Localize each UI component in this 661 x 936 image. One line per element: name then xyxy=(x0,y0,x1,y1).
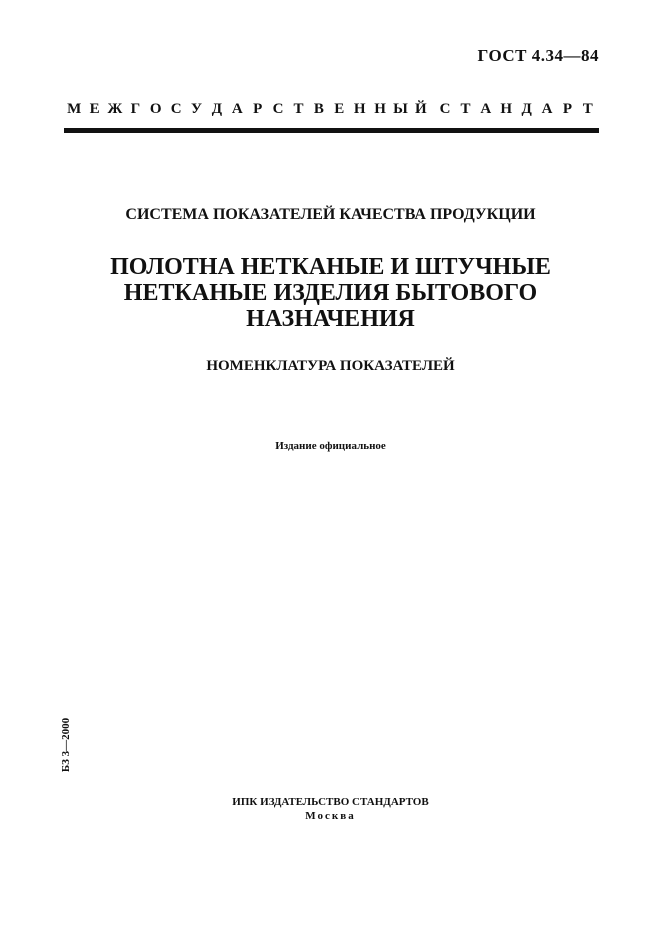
heading-letter: В xyxy=(313,101,324,117)
heading-letter: Т xyxy=(460,101,471,117)
heading-letter: Н xyxy=(374,101,386,117)
heading-letter: А xyxy=(231,101,243,117)
heading-letter: Д xyxy=(521,101,532,117)
heading-letter: Й xyxy=(415,101,427,117)
heading-letter: Е xyxy=(89,101,100,117)
heading-letter: Н xyxy=(353,101,366,117)
heading-letter: Р xyxy=(253,101,263,117)
heading-letter: А xyxy=(480,101,492,117)
system-title: СИСТЕМА ПОКАЗАТЕЛЕЙ КАЧЕСТВА ПРОДУКЦИИ xyxy=(125,206,536,223)
heading-letter: Р xyxy=(562,101,572,117)
heading-letter: С xyxy=(439,101,451,117)
heading-letter: С xyxy=(170,101,182,117)
heading-letter: Е xyxy=(334,101,345,117)
heading-letter: Г xyxy=(130,101,141,117)
heading-letter: А xyxy=(541,101,553,117)
heading-letter: Д xyxy=(211,101,223,117)
gost-number: ГОСТ 4.34—84 xyxy=(477,46,599,65)
header-rule xyxy=(64,128,599,133)
heading-letter: О xyxy=(149,101,162,117)
heading-letter: С xyxy=(272,101,284,117)
title-line: ПОЛОТНА НЕТКАНЫЕ И ШТУЧНЫЕ xyxy=(110,254,551,280)
publisher-city: Москва xyxy=(305,810,356,822)
heading-letter: Т xyxy=(582,101,593,117)
publisher-name: ИПК ИЗДАТЕЛЬСТВО СТАНДАРТОВ xyxy=(232,796,429,808)
title-line: НЕТКАНЫЕ ИЗДЕЛИЯ БЫТОВОГО xyxy=(123,280,538,306)
heading-letter: Т xyxy=(293,101,304,117)
document-title xyxy=(0,254,661,332)
heading-letter: Ы xyxy=(393,101,408,117)
interstate-word xyxy=(64,101,431,118)
edition-note: Издание официальное xyxy=(275,440,386,452)
side-code: БЗ 3—2000 xyxy=(60,717,72,773)
heading-letter: У xyxy=(191,101,203,117)
title-line: НАЗНАЧЕНИЯ xyxy=(246,306,415,332)
interstate-standard-heading xyxy=(64,101,598,118)
heading-letter: Н xyxy=(500,101,513,117)
heading-letter: М xyxy=(67,101,82,117)
document-subtitle: НОМЕНКЛАТУРА ПОКАЗАТЕЛЕЙ xyxy=(206,358,455,374)
heading-letter: Ж xyxy=(107,101,123,117)
standard-word xyxy=(435,101,598,118)
